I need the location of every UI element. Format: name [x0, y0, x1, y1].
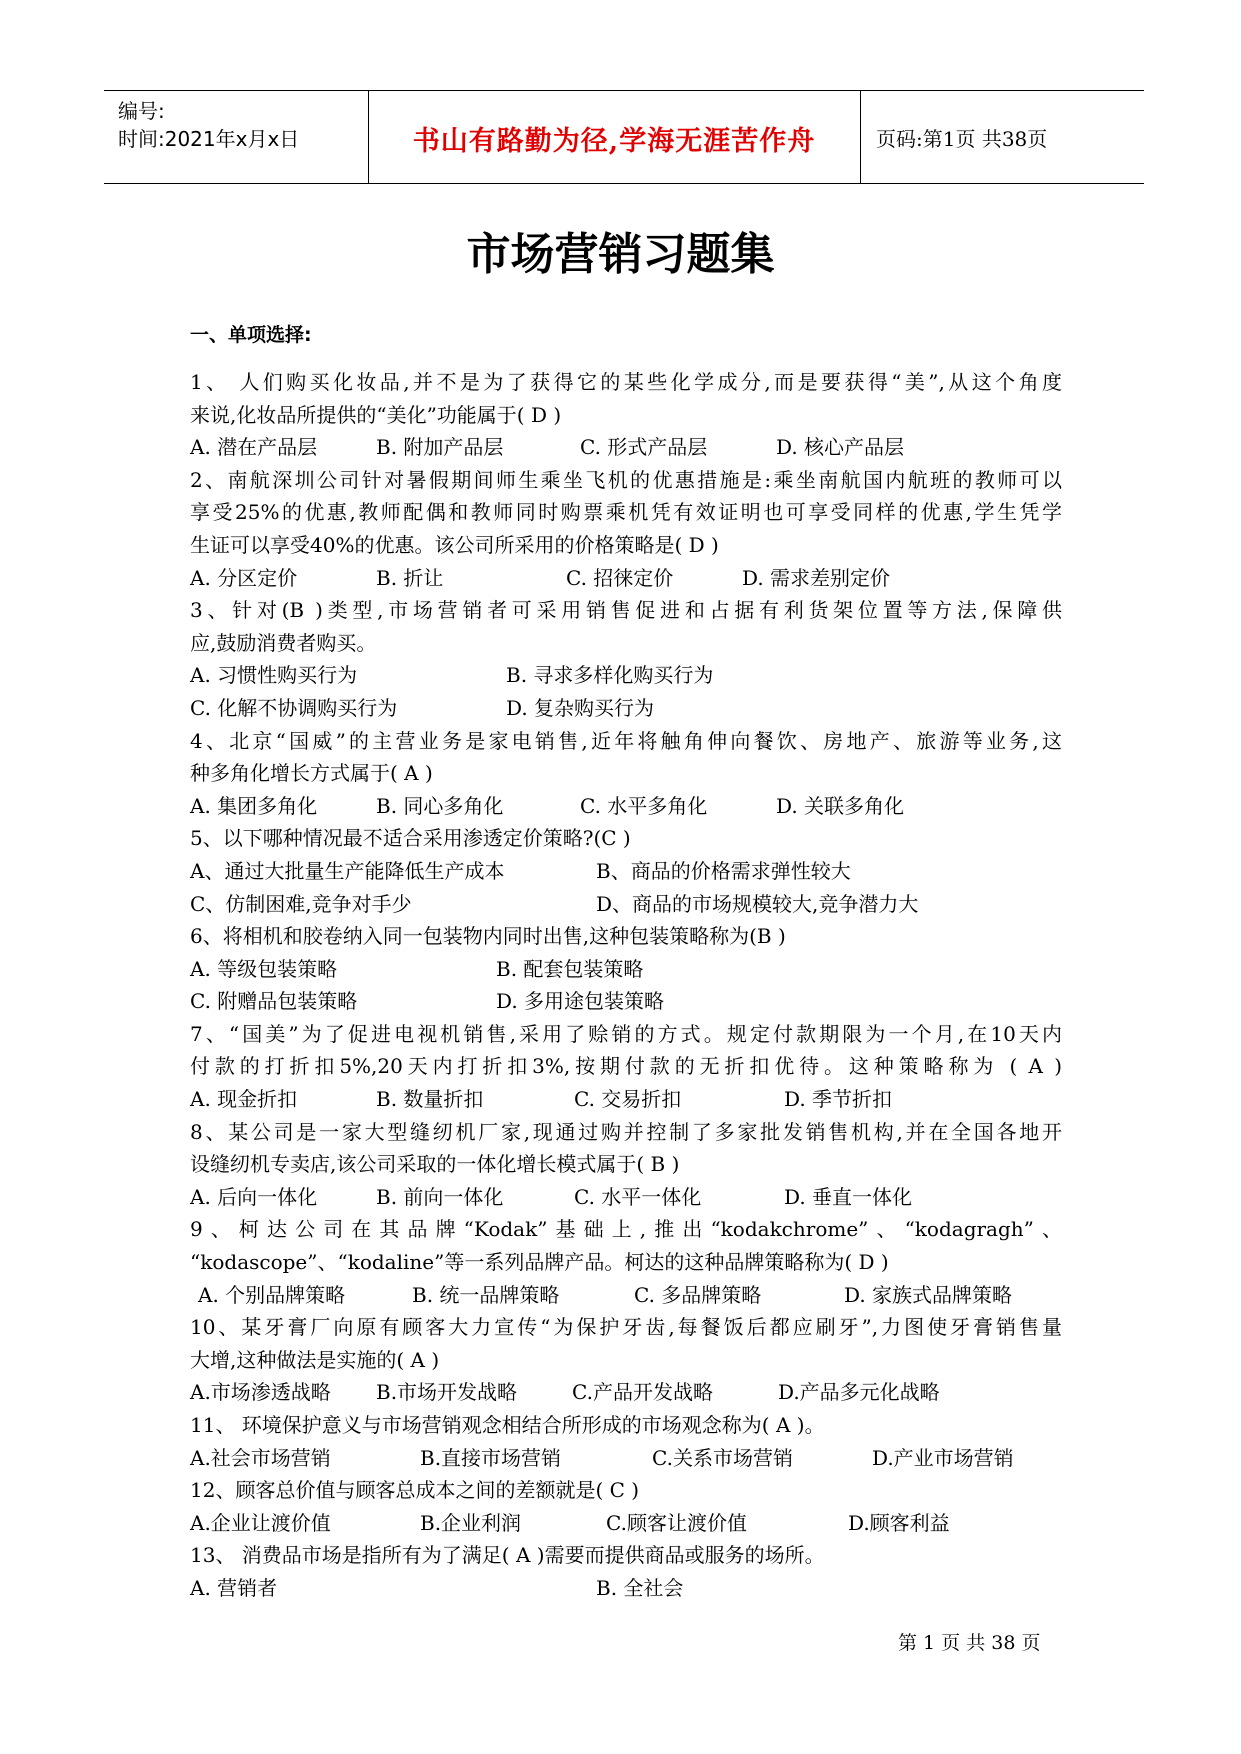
- option-b: B. 配套包装策略: [496, 956, 644, 981]
- option-c: C.产品开发战略: [572, 1380, 713, 1405]
- question-8-line-1: 8、某公司是一家大型缝纫机厂家,现通过购并控制了多家批发销售机构,并在全国各地开: [190, 1119, 1062, 1144]
- question-6-options-row-2: [190, 985, 1062, 1018]
- question-4-line-1: 4、北京“国威”的主营业务是家电销售,近年将触角伸向餐饮、房地产、旅游等业务,这: [190, 728, 1062, 753]
- option-a: A. 营销者: [190, 1575, 278, 1600]
- question-6-line-1: 6、将相机和胶卷纳入同一包装物内同时出售,这种包装策略称为(B ): [190, 924, 786, 949]
- option-b: B. 折让: [376, 565, 444, 590]
- option-a: A. 等级包装策略: [190, 956, 338, 981]
- question-1-line-1: 1、 人们购买化妆品,并不是为了获得它的某些化学成分,而是要获得“美”,从这个角度: [190, 370, 1062, 394]
- option-d: D. 多用途包装策略: [496, 989, 665, 1014]
- option-d: D.产品多元化战略: [778, 1380, 940, 1405]
- question-2-line-1: 2、南航深圳公司针对暑假期间师生乘坐飞机的优惠措施是:乘坐南航国内航班的教师可以: [190, 467, 1062, 492]
- page-header: [104, 90, 1144, 184]
- option-d: D. 垂直一体化: [784, 1184, 913, 1209]
- question-5-options-row-2: [190, 888, 1062, 921]
- question-12-options: [190, 1507, 1062, 1540]
- option-c: C. 形式产品层: [580, 435, 708, 460]
- option-b: B. 前向一体化: [376, 1184, 504, 1209]
- question-1-options: [190, 431, 1062, 464]
- document-number-label: 编号:: [118, 99, 165, 123]
- question-1-line-2: 来说,化妆品所提供的“美化”功能属于( D ): [190, 402, 562, 427]
- option-d: D.产业市场营销: [872, 1445, 1014, 1470]
- question-10-line-1: 10、某牙膏厂向原有顾客大力宣传“为保护牙齿,每餐饭后都应刷牙”,力图使牙膏销售量: [190, 1315, 1062, 1340]
- option-b: B. 数量折扣: [376, 1087, 484, 1112]
- option-d: D、商品的市场规模较大,竞争潜力大: [596, 891, 919, 916]
- header-page-cell: [860, 91, 1144, 183]
- question-13-line-1: 13、 消费品市场是指所有为了满足( A )需要而提供商品或服务的场所。: [190, 1543, 825, 1568]
- option-b: B. 统一品牌策略: [412, 1282, 560, 1307]
- option-c: C. 多品牌策略: [634, 1282, 762, 1307]
- option-b: B.市场开发战略: [376, 1380, 518, 1405]
- option-a: A. 分区定价: [190, 565, 298, 590]
- option-c: C. 附赠品包装策略: [190, 989, 358, 1014]
- question-8-line-2: 设缝纫机专卖店,该公司采取的一体化增长模式属于( B ): [190, 1152, 680, 1177]
- question-2-options: [190, 562, 1062, 595]
- question-11-line-1: 11、 环境保护意义与市场营销观念相结合所形成的市场观念称为( A )。: [190, 1413, 825, 1437]
- option-d: D. 季节折扣: [784, 1087, 893, 1112]
- option-b: B.企业利润: [420, 1510, 522, 1535]
- question-2-line-2: 享受25%的优惠,教师配偶和教师同时购票乘机凭有效证明也可享受同样的优惠,学生凭学: [190, 500, 1062, 525]
- question-7-line-2: 付款的打折扣5%,20天内打折扣3%,按期付款的无折扣优待。这种策略称为 ( A ): [190, 1054, 1062, 1079]
- question-7-line-1: 7、“国美”为了促进电视机销售,采用了赊销的方式。规定付款期限为一个月,在10天内: [190, 1021, 1062, 1046]
- option-c: C.顾客让渡价值: [606, 1510, 747, 1535]
- option-d: D. 家族式品牌策略: [844, 1282, 1013, 1307]
- question-4-line-2: 种多角化增长方式属于( A ): [190, 761, 433, 786]
- question-3-line-2: 应,鼓励消费者购买。: [190, 630, 377, 655]
- option-c: C. 招徕定价: [566, 565, 674, 590]
- option-c: C. 水平多角化: [580, 793, 708, 818]
- question-5-options-row-1: [190, 855, 1062, 888]
- option-b: B. 附加产品层: [376, 435, 504, 460]
- option-a: A. 习惯性购买行为: [190, 663, 358, 688]
- question-13-options: [190, 1572, 1062, 1605]
- option-b: B、商品的价格需求弹性较大: [596, 858, 851, 883]
- option-d: D. 需求差别定价: [742, 565, 891, 590]
- option-a: A.社会市场营销: [190, 1445, 331, 1470]
- question-3-options-row-2: [190, 692, 1062, 725]
- document-title: 市场营销习题集: [466, 229, 775, 280]
- question-9-line-1: 9、柯达公司在其品牌“Kodak”基础上,推出“kodakchrome”、“kodagragh”、: [190, 1217, 1062, 1242]
- option-b: B.直接市场营销: [420, 1445, 562, 1470]
- question-8-options: [190, 1181, 1062, 1214]
- question-12-line-1: 12、顾客总价值与顾客总成本之间的差额就是( C ): [190, 1478, 640, 1503]
- question-3-options-row-1: [190, 659, 1062, 692]
- option-a: A.企业让渡价值: [190, 1510, 331, 1535]
- header-motto: 书山有路勤为径,学海无涯苦作舟: [412, 126, 816, 157]
- header-motto-cell: [368, 91, 861, 183]
- question-9-options: [190, 1279, 1062, 1312]
- question-6-options-row-1: [190, 953, 1062, 986]
- option-a: A. 潜在产品层: [190, 435, 318, 460]
- option-a: A、通过大批量生产能降低生产成本: [190, 858, 505, 883]
- question-10-line-2: 大增,这种做法是实施的( A ): [190, 1347, 440, 1372]
- document-time-label: 时间:2021年x月x日: [118, 127, 300, 151]
- section-heading: 一、单项选择:: [190, 324, 312, 346]
- option-b: B. 寻求多样化购买行为: [506, 663, 714, 688]
- option-b: B. 同心多角化: [376, 793, 504, 818]
- question-7-options: [190, 1083, 1062, 1116]
- option-b: B. 全社会: [596, 1575, 684, 1600]
- option-c: C. 交易折扣: [574, 1087, 682, 1112]
- question-9-line-2: “kodascope”、“kodaline”等一系列品牌产品。柯达的这种品牌策略称为( D ): [190, 1250, 889, 1275]
- option-c: C.关系市场营销: [652, 1445, 793, 1470]
- question-3-line-1: 3、针对(B )类型,市场营销者可采用销售促进和占据有利货架位置等方法,保障供: [190, 598, 1062, 623]
- header-meta-cell: [104, 91, 369, 183]
- question-2-line-3: 生证可以享受40%的优惠。该公司所采用的价格策略是( D ): [190, 532, 719, 557]
- question-11-options: [190, 1442, 1062, 1475]
- option-a: A. 个别品牌策略: [198, 1282, 346, 1307]
- option-a: A.市场渗透战略: [190, 1380, 331, 1405]
- option-c: C. 化解不协调购买行为: [190, 695, 398, 720]
- option-a: A. 后向一体化: [190, 1184, 318, 1209]
- question-list: [190, 320, 1062, 1605]
- option-d: D. 核心产品层: [776, 435, 905, 460]
- option-a: A. 现金折扣: [190, 1087, 298, 1112]
- option-c: C. 水平一体化: [574, 1184, 702, 1209]
- question-5-line-1: 5、以下哪种情况最不适合采用渗透定价策略?(C ): [190, 826, 631, 851]
- question-10-options: [190, 1376, 1062, 1409]
- option-a: A. 集团多角化: [190, 793, 318, 818]
- header-page-info: 页码:第1页 共38页: [876, 127, 1048, 151]
- option-d: D. 关联多角化: [776, 793, 905, 818]
- option-d: D.顾客利益: [848, 1510, 950, 1535]
- option-d: D. 复杂购买行为: [506, 695, 655, 720]
- question-4-options: [190, 790, 1062, 823]
- page-footer: 第 1 页 共 38 页: [898, 1632, 1041, 1654]
- option-c: C、仿制困难,竞争对手少: [190, 891, 412, 916]
